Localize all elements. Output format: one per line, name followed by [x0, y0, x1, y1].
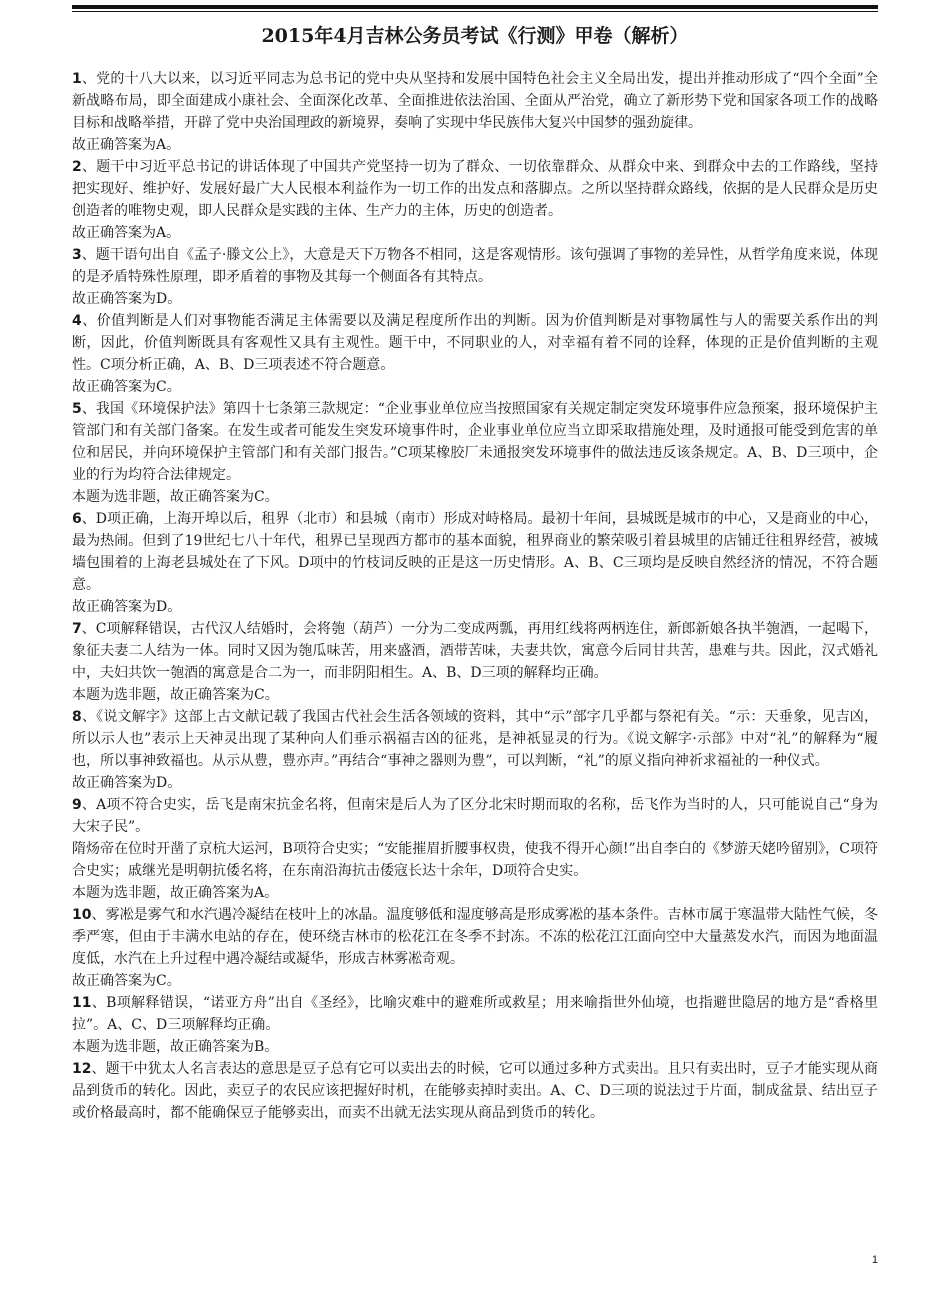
question-text: 8、《说文解字》这部上古文献记载了我国古代社会生活各领域的资料，其中“示”部字几乎都与祭祀有关。“示：天垂象，见吉凶，所以示人也”表示上天神灵出现了某种向人们垂示祸福吉凶的征兆，是神祇显灵的行为。《说文解字·示部》中对“礼”的解释为“履也，所以事神致福也。从示从豊，豊亦声。”再结合“事神之器则为豊”，可以判断，“礼”的原义指向神祈求福祉的一种仪式。: [72, 709, 878, 769]
question-11: [72, 992, 878, 1058]
question-10: [72, 904, 878, 992]
question-number: 3: [72, 247, 82, 263]
question-number: 10: [72, 907, 92, 923]
answer-line: 故正确答案为C。: [72, 973, 181, 989]
question-8: [72, 706, 878, 794]
document-body: [72, 68, 878, 1124]
question-1: [72, 68, 878, 156]
question-number: 1: [72, 71, 82, 87]
question-text: 10、雾凇是雾气和水汽遇冷凝结在枝叶上的冰晶。温度够低和湿度够高是形成雾凇的基本条件。吉林市属于寒温带大陆性气候，冬季严寒，但由于丰满水电站的存在，使环绕吉林市的松花江在冬季不封冻。不冻的松花江江面向空中大量蒸发水汽，而因为地面温度低，水汽在上升过程中遇冷凝结或凝华，形成吉林雾凇奇观。: [72, 907, 878, 967]
answer-line: 故正确答案为D。: [72, 291, 182, 307]
question-number: 4: [72, 313, 82, 329]
answer-line: 本题为选非题，故正确答案为A。: [72, 885, 279, 901]
question-text: 7、C项解释错误，古代汉人结婚时，会将匏（葫芦）一分为二变成两瓢，再用红线将两柄连住，新郎新娘各执半匏酒，一起喝下，象征夫妻二人结为一体。同时又因为匏瓜味苦，用来盛酒，酒带苦味，夫妻共饮，寓意今后同甘共苦，患难与共。因此，汉式婚礼中，夫妇共饮一匏酒的寓意是合二为一，而非阴阳相生。A、B、D三项的解释均正确。: [72, 621, 878, 681]
question-number: 8: [72, 709, 82, 725]
question-text: 4、价值判断是人们对事物能否满足主体需要以及满足程度所作出的判断。因为价值判断是对事物属性与人的需要关系作出的判断，因此，价值判断既具有客观性又具有主观性。题干中，不同职业的人，对幸福有着不同的诠释，体现的正是价值判断的主观性。C项分析正确，A、B、D三项表述不符合题意。: [72, 313, 878, 373]
question-number: 2: [72, 159, 82, 175]
question-number: 7: [72, 621, 82, 637]
question-number: 12: [72, 1061, 92, 1077]
question-text: 3、题干语句出自《孟子·滕文公上》，大意是天下万物各不相同，这是客观情形。该句强调了事物的差异性，从哲学角度来说，体现的是矛盾特殊性原理，即矛盾着的事物及其每一个侧面各有其特点。: [72, 247, 878, 285]
answer-line: 本题为选非题，故正确答案为C。: [72, 687, 279, 703]
question-number: 5: [72, 401, 82, 417]
question-3: [72, 244, 878, 310]
question-5: [72, 398, 878, 508]
question-9: [72, 794, 878, 904]
answer-line: 本题为选非题，故正确答案为B。: [72, 1039, 279, 1055]
question-text-continued: 隋炀帝在位时开凿了京杭大运河，B项符合史实；“安能摧眉折腰事权贵，使我不得开心颜!”出自李白的《梦游天姥吟留别》，C项符合史实；戚继光是明朝抗倭名将，在东南沿海抗击倭寇长达十余年，D项符合史实。: [72, 841, 878, 879]
page-title: 2015年4月吉林公务员考试《行测》甲卷（解析）: [261, 25, 689, 47]
question-4: [72, 310, 878, 398]
answer-line: 故正确答案为D。: [72, 775, 182, 791]
answer-line: 故正确答案为A。: [72, 225, 181, 241]
answer-line: 故正确答案为A。: [72, 137, 181, 153]
answer-line: 故正确答案为C。: [72, 379, 181, 395]
header-rule-thin: [72, 11, 878, 12]
question-number: 6: [72, 511, 82, 527]
header-rule-thick: [72, 5, 878, 9]
question-2: [72, 156, 878, 244]
question-text: 6、D项正确，上海开埠以后，租界（北市）和县城（南市）形成对峙格局。最初十年间，县城既是城市的中心，又是商业的中心，最为热闹。但到了19世纪七八十年代，租界已呈现西方都市的基本面貌，租界商业的繁荣吸引着县城里的店铺迁往租界经营，被城墙包围着的上海老县城处在了下风。D项中的竹枝词反映的正是这一历史情形。A、B、C三项均是反映自然经济的情况，不符合题意。: [72, 511, 878, 593]
page-number: 1: [871, 1254, 878, 1266]
answer-line: 本题为选非题，故正确答案为C。: [72, 489, 279, 505]
question-text: 9、A项不符合史实，岳飞是南宋抗金名将，但南宋是后人为了区分北宋时期而取的名称，岳飞作为当时的人，只可能说自己“身为大宋子民”。: [72, 797, 878, 835]
question-text: 12、题干中犹太人名言表达的意思是豆子总有它可以卖出去的时候，它可以通过多种方式卖出。且只有卖出时，豆子才能实现从商品到货币的转化。因此，卖豆子的农民应该把握好时机，在能够卖掉时卖出。A、C、D三项的说法过于片面，制成盆景、结出豆子或价格最高时，都不能确保豆子能够卖出，而卖不出就无法实现从商品到货币的转化。: [72, 1061, 878, 1121]
answer-line: 故正确答案为D。: [72, 599, 182, 615]
question-number: 11: [72, 995, 92, 1011]
question-text: 2、题干中习近平总书记的讲话体现了中国共产党坚持一切为了群众、一切依靠群众、从群众中来、到群众中去的工作路线，坚持把实现好、维护好、发展好最广大人民根本利益作为一切工作的出发点和落脚点。之所以坚持群众路线，依据的是人民群众是历史创造者的唯物史观，即人民群众是实践的主体、生产力的主体，历史的创造者。: [72, 159, 878, 219]
question-text: 11、B项解释错误，“诺亚方舟”出自《圣经》，比喻灾难中的避难所或救星；用来喻指世外仙境，也指避世隐居的地方是“香格里拉”。A、C、D三项解释均正确。: [72, 995, 878, 1033]
question-12: [72, 1058, 878, 1124]
question-text: 1、党的十八大以来，以习近平同志为总书记的党中央从坚持和发展中国特色社会主义全局出发，提出并推动形成了“四个全面”全新战略布局，即全面建成小康社会、全面深化改革、全面推进依法治国、全面从严治党，确立了新形势下党和国家各项工作的战略目标和战略举措，开辟了党中央治国理政的新境界，奏响了实现中华民族伟大复兴中国梦的强劲旋律。: [72, 71, 878, 131]
question-number: 9: [72, 797, 82, 813]
question-6: [72, 508, 878, 618]
question-text: 5、我国《环境保护法》第四十七条第三款规定：“企业事业单位应当按照国家有关规定制定突发环境事件应急预案，报环境保护主管部门和有关部门备案。在发生或者可能发生突发环境事件时，企业事业单位应当立即采取措施处理，及时通报可能受到危害的单位和居民，并向环境保护主管部门和有关部门报告。”C项某橡胶厂未通报突发环境事件的做法违反该条规定。A、B、D三项中，企业的行为均符合法律规定。: [72, 401, 878, 483]
question-7: [72, 618, 878, 706]
